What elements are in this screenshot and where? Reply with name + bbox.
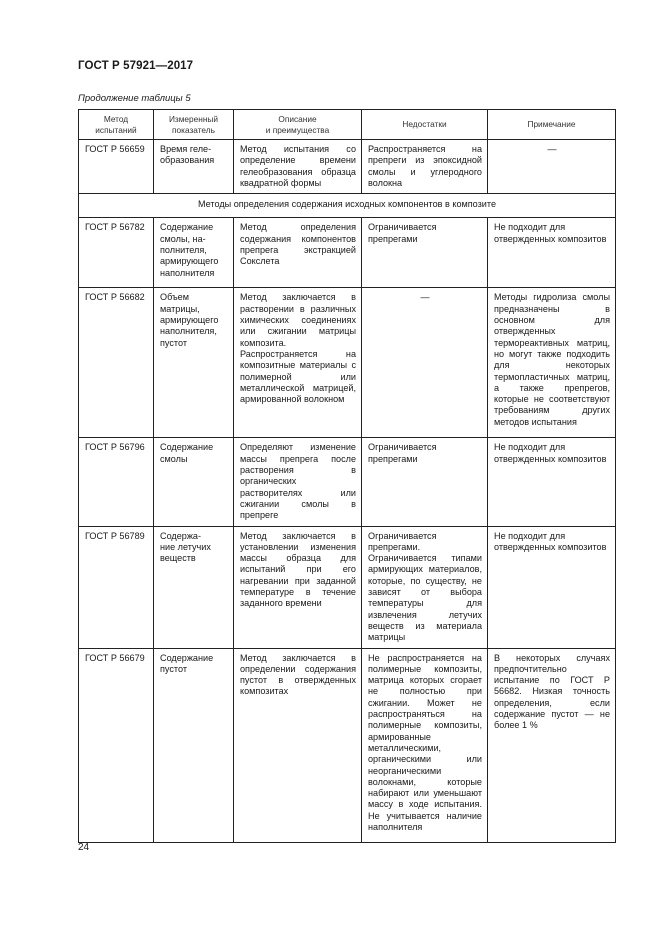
section-heading: Методы определения содержания исходных компонентов в композите xyxy=(79,194,616,218)
col-header-note: Примечание xyxy=(488,110,616,140)
cell-description: Метод заключается в растворении в различных химических соединениях или сжигании матрицы композита. Распространяется на композитные материалы с полимерной или металлической матрицей, армированной волокном xyxy=(234,288,362,438)
table-row xyxy=(79,526,616,648)
cell-method: ГОСТ Р 56789 xyxy=(79,526,154,648)
col-header-indicator: Измеренный показатель xyxy=(154,110,234,140)
cell-method: ГОСТ Р 56782 xyxy=(79,218,154,288)
table-row xyxy=(79,218,616,288)
cell-indicator: Объем матрицы, армирующего наполнителя, пустот xyxy=(154,288,234,438)
cell-note: Методы гидролиза смолы предназначены в основном для отвержденных термореактивных матриц, но могут также подходить для некоторых термопластичных матриц, а также препрегов, которые не соответствуют требованиям других методов испытания xyxy=(488,288,616,438)
cell-method: ГОСТ Р 56679 xyxy=(79,648,154,842)
cell-note: — xyxy=(488,140,616,194)
methods-table xyxy=(78,109,616,843)
cell-description: Метод заключается в установлении изменения массы образца для испытаний при его нагревании при заданной температуре в течение заданного времени xyxy=(234,526,362,648)
section-row xyxy=(79,194,616,218)
col-header-drawbacks: Недостатки xyxy=(362,110,488,140)
cell-method: ГОСТ Р 56659 xyxy=(79,140,154,194)
cell-drawbacks: Не распространяется на полимерные композиты, матрица которых сгорает не полностью при сжигании. Может не распространяться на полимерные композиты, армированные металлическими, органическими или неорганическими волокнами, которые набирают или уменьшают массу в ходе испытания. Не учитывается наличие наполнителя xyxy=(362,648,488,842)
cell-indicator: Содержание смолы, на- полнителя, армирующего наполнителя xyxy=(154,218,234,288)
table-continuation-caption: Продолжение таблицы 5 xyxy=(78,93,191,104)
cell-drawbacks: Ограничивается препрегами xyxy=(362,438,488,526)
cell-drawbacks: Распространяется на препреги из эпоксидной смолы и углеродного волокна xyxy=(362,140,488,194)
table-row xyxy=(79,288,616,438)
cell-method: ГОСТ Р 56682 xyxy=(79,288,154,438)
table-header-row xyxy=(79,110,616,140)
cell-note: Не подходит для отвержденных композитов xyxy=(488,438,616,526)
cell-indicator: Время геле- образования xyxy=(154,140,234,194)
cell-drawbacks: Ограничивается препрегами. Ограничивается типами армирующих материалов, которые, по существу, не зависят от выбора температуры для извлечения летучих веществ из материала матрицы xyxy=(362,526,488,648)
cell-indicator: Содержание смолы xyxy=(154,438,234,526)
page-number: 24 xyxy=(78,842,90,853)
col-header-description: Описание и преимущества xyxy=(234,110,362,140)
cell-note: Не подходит для отвержденных композитов xyxy=(488,218,616,288)
cell-description: Определяют изменение массы препрега после растворения в органических растворителях или сжигании смолы в препреге xyxy=(234,438,362,526)
cell-indicator: Содержание пустот xyxy=(154,648,234,842)
cell-method: ГОСТ Р 56796 xyxy=(79,438,154,526)
cell-indicator: Содержа- ние летучих веществ xyxy=(154,526,234,648)
cell-description: Метод испытания со определение времени гелеобразования образца квадратной формы xyxy=(234,140,362,194)
col-header-method: Метод испытаний xyxy=(79,110,154,140)
cell-drawbacks: Ограничивается препрегами xyxy=(362,218,488,288)
document-title: ГОСТ Р 57921—2017 xyxy=(78,60,194,72)
cell-drawbacks: — xyxy=(362,288,488,438)
cell-description: Метод определения содержания компонентов препрега экстракцией Сокслета xyxy=(234,218,362,288)
table-row xyxy=(79,438,616,526)
table-row xyxy=(79,648,616,842)
cell-description: Метод заключается в определении содержания пустот в отвержденных композитах xyxy=(234,648,362,842)
table-row xyxy=(79,140,616,194)
cell-note: Не подходит для отвержденных композитов xyxy=(488,526,616,648)
cell-note: В некоторых случаях предпочтительно испытание по ГОСТ Р 56682. Низкая точность определения, если содержание пустот — не более 1 % xyxy=(488,648,616,842)
